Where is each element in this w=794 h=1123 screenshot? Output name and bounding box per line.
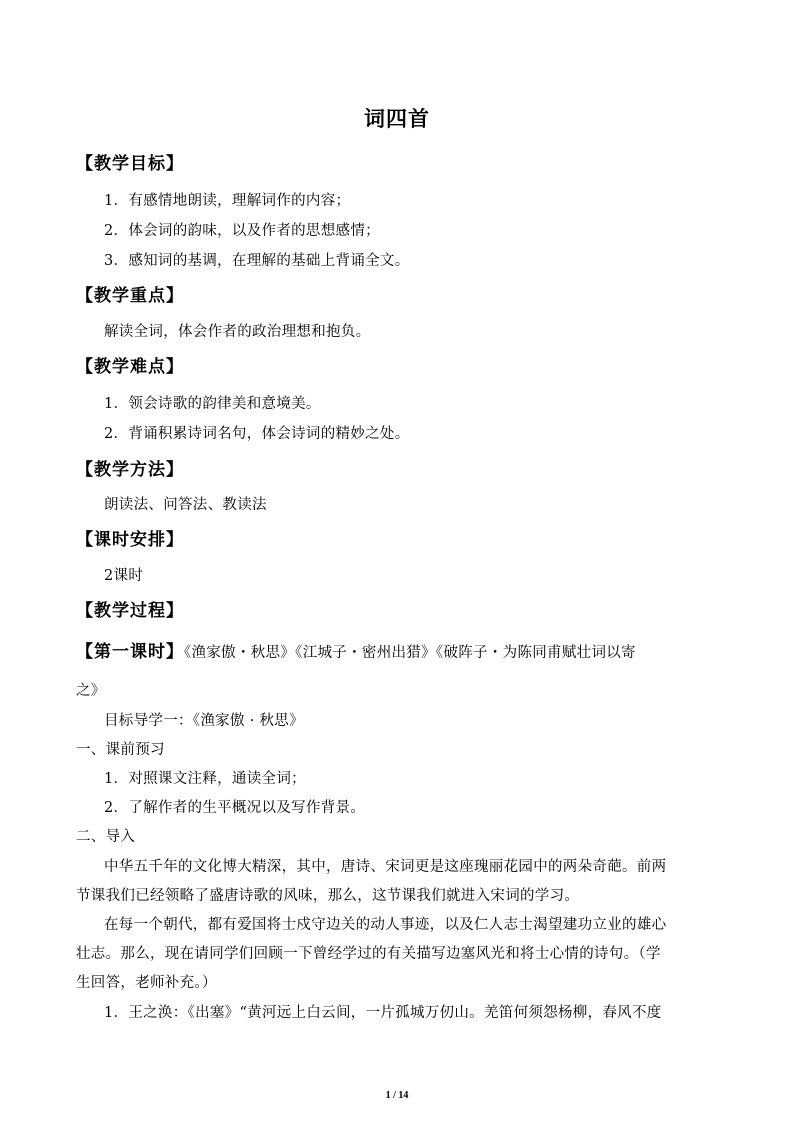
paragraph-line: 中华五千年的文化博大精深，其中，唐诗、宋词更是这座瑰丽花园中的两朵奇葩。前两 — [104, 859, 667, 875]
schedule-heading: 【课时安排】 — [76, 530, 184, 550]
process-heading: 【教学过程】 — [76, 601, 184, 621]
goal-item: 2．体会词的韵味，以及作者的思想感情； — [104, 223, 380, 239]
preview-item: 2．了解作者的生平概况以及写作背景。 — [104, 800, 366, 816]
paragraph-line: 在每一个朝代，都有爱国将士戍守边关的动人事迹，以及仁人志士渴望建功立业的雄心 — [104, 917, 667, 933]
page-number: 1 / 14 — [385, 1090, 409, 1101]
poem-line: 1．王之涣：《出塞》“黄河远上白云间，一片孤城万仞山。羌笛何须怨杨柳，春风不度 — [104, 1005, 662, 1021]
paragraph-line: 生回答，老师补充。） — [76, 975, 217, 991]
method-heading: 【教学方法】 — [76, 460, 184, 480]
paragraph-line: 节课我们已经领略了盛唐诗歌的风味，那么，这节课我们就进入宋词的学习。 — [76, 888, 580, 904]
key-heading: 【教学重点】 — [76, 286, 184, 306]
paragraph-line: 壮志。那么，现在请同学们回顾一下曾经学过的有关描写边塞风光和将士心情的诗句。（学 — [76, 946, 661, 962]
goal-item: 1．有感情地朗读，理解词作的内容； — [104, 193, 351, 209]
lesson1-subtitle: 《渔家傲・秋思》《江城子・密州出猎》《破阵子・为陈同甫赋壮词以寄 — [184, 645, 636, 661]
difficulty-item: 2．背诵积累诗词名句，体会诗词的精妙之处。 — [104, 426, 410, 442]
method-text: 朗读法、问答法、教读法 — [104, 497, 267, 513]
key-text: 解读全词，体会作者的政治理想和抱负。 — [104, 324, 371, 340]
intro-heading: 二、导入 — [76, 829, 136, 845]
preview-item: 1．对照课文注释，通读全词； — [104, 771, 306, 787]
goal-intro: 目标导学一：《渔家傲 · 秋思》 — [104, 713, 304, 729]
document-title: 词四首 — [364, 106, 430, 131]
goals-heading: 【教学目标】 — [76, 154, 184, 174]
goal-item: 3．感知词的基调，在理解的基础上背诵全文。 — [104, 253, 410, 269]
lesson1-heading: 【第一课时】 — [76, 642, 184, 662]
difficulty-heading: 【教学难点】 — [76, 357, 184, 377]
schedule-text: 2课时 — [104, 568, 144, 584]
lesson1-subtitle-cont: 之》 — [76, 683, 106, 699]
preview-heading: 一、课前预习 — [76, 742, 165, 758]
difficulty-item: 1．领会诗歌的韵律美和意境美。 — [104, 396, 321, 412]
lesson1-heading-line — [76, 637, 636, 662]
